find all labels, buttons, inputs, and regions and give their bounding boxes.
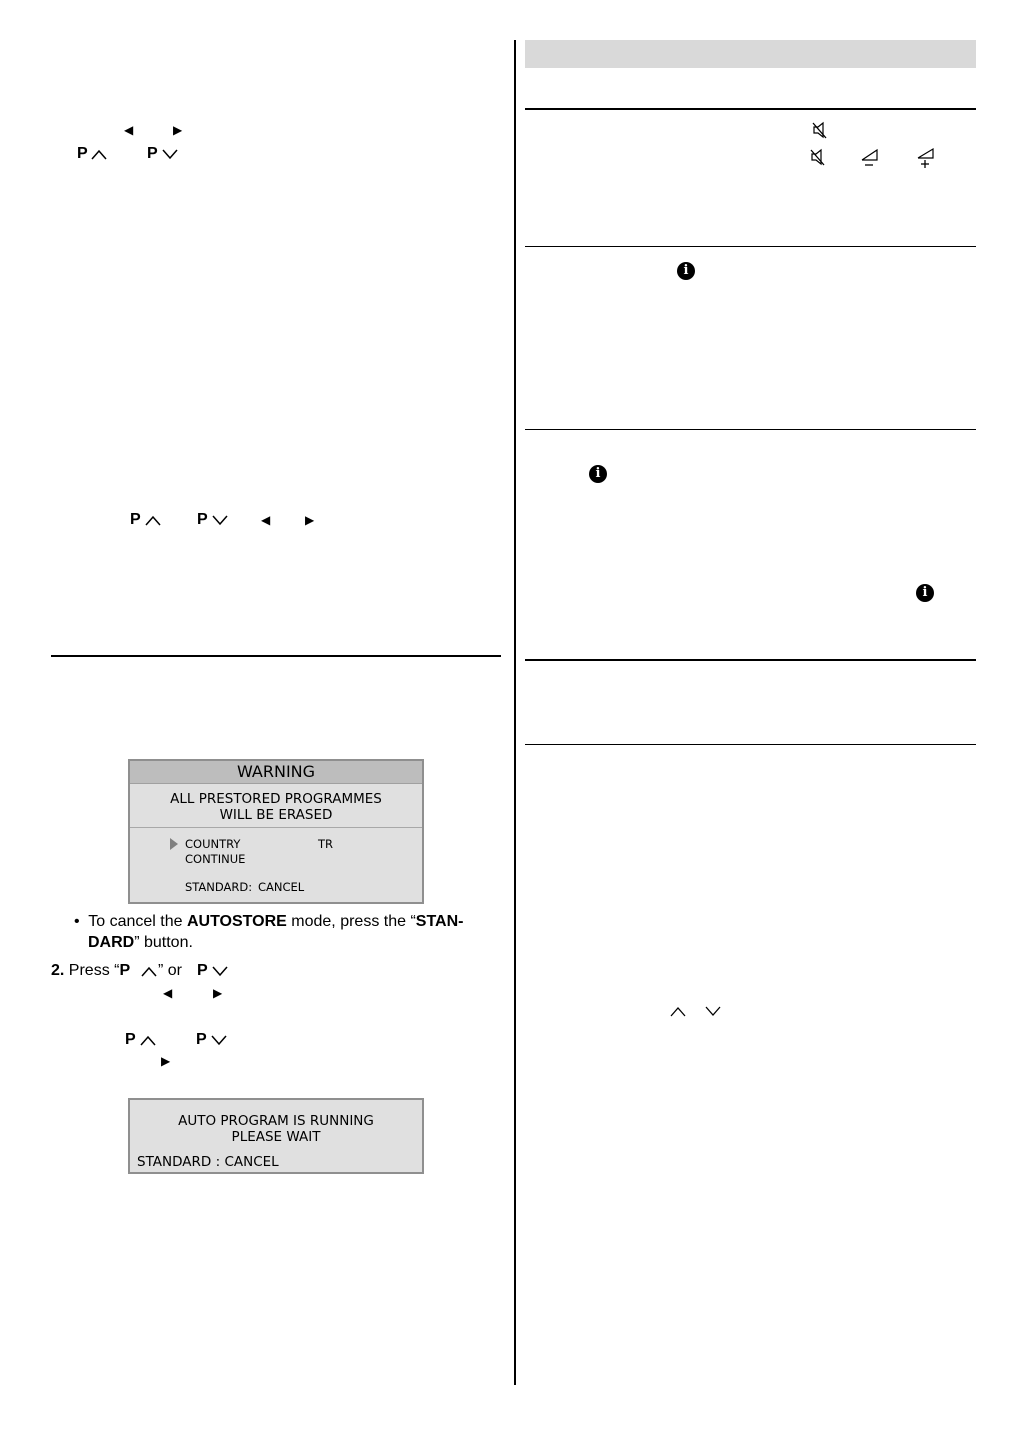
warning-title: WARNING: [130, 761, 422, 784]
chevron-up-icon: [670, 1005, 686, 1017]
standard-cancel-hint: STANDARD : CANCEL: [137, 1154, 279, 1170]
standard-button-term: STAN-: [415, 913, 464, 930]
chevron-up-icon: [141, 965, 157, 977]
country-value[interactable]: TR: [318, 837, 334, 851]
bullet-note-line2: DARD” button.: [88, 934, 193, 951]
section-divider: [525, 429, 976, 430]
chevron-down-icon: [705, 1005, 721, 1017]
mute-icon: [810, 148, 826, 166]
mute-icon: [812, 121, 828, 139]
left-arrow-icon: ◀: [261, 513, 271, 527]
right-arrow-icon: ▶: [173, 123, 183, 137]
step-2: 2. Press “P: [51, 962, 131, 979]
info-icon: i: [677, 262, 695, 280]
chevron-down-icon: [212, 965, 228, 977]
p-label: P: [147, 145, 158, 162]
section-header-bar: [525, 40, 976, 68]
chevron-up-icon: [91, 148, 107, 160]
chevron-up-icon: [140, 1034, 156, 1046]
standard-label: STANDARD:: [185, 880, 253, 894]
autostore-term: AUTOSTORE: [186, 913, 287, 930]
warning-message: [130, 784, 422, 828]
column-separator: [514, 40, 516, 1385]
chevron-down-icon: [162, 148, 178, 160]
section-divider: [525, 108, 976, 110]
warning-message-line1: ALL PRESTORED PROGRAMMES: [170, 791, 382, 807]
right-arrow-icon: ▶: [305, 513, 315, 527]
chevron-down-icon: [211, 1034, 227, 1046]
left-arrow-icon: ◀: [124, 123, 134, 137]
left-arrow-icon: ◀: [163, 986, 173, 1000]
auto-program-dialog: [128, 1098, 424, 1174]
auto-program-line2: PLEASE WAIT: [231, 1129, 321, 1145]
continue-option[interactable]: CONTINUE: [185, 852, 246, 866]
p-label: P: [125, 1031, 136, 1048]
section-divider: [525, 246, 976, 247]
section-divider: [525, 659, 976, 661]
p-label: P: [196, 1031, 207, 1048]
country-label[interactable]: COUNTRY: [185, 837, 241, 851]
warning-message-line2: WILL BE ERASED: [219, 807, 333, 823]
step-number: 2.: [51, 962, 65, 979]
cancel-label: CANCEL: [258, 880, 305, 894]
chevron-down-icon: [212, 514, 228, 526]
p-label: P: [77, 145, 88, 162]
right-arrow-icon: ▶: [213, 986, 223, 1000]
volume-up-icon: [916, 148, 936, 170]
info-icon: i: [589, 465, 607, 483]
warning-dialog: [128, 759, 424, 904]
step-2-or: ” or: [158, 962, 182, 979]
bullet-note: • To cancel the AUTOSTORE mode, press the “STAN-: [74, 913, 464, 930]
chevron-up-icon: [145, 514, 161, 526]
section-divider: [525, 744, 976, 745]
p-label: P: [130, 511, 141, 528]
section-divider: [51, 655, 501, 657]
auto-program-line1: AUTO PROGRAM IS RUNNING: [178, 1113, 374, 1129]
p-label: P: [197, 511, 208, 528]
p-label: P: [197, 962, 208, 979]
volume-down-icon: [860, 148, 880, 168]
selection-arrow-icon: [170, 838, 178, 850]
right-arrow-icon: ▶: [161, 1054, 171, 1068]
info-icon: i: [916, 584, 934, 602]
